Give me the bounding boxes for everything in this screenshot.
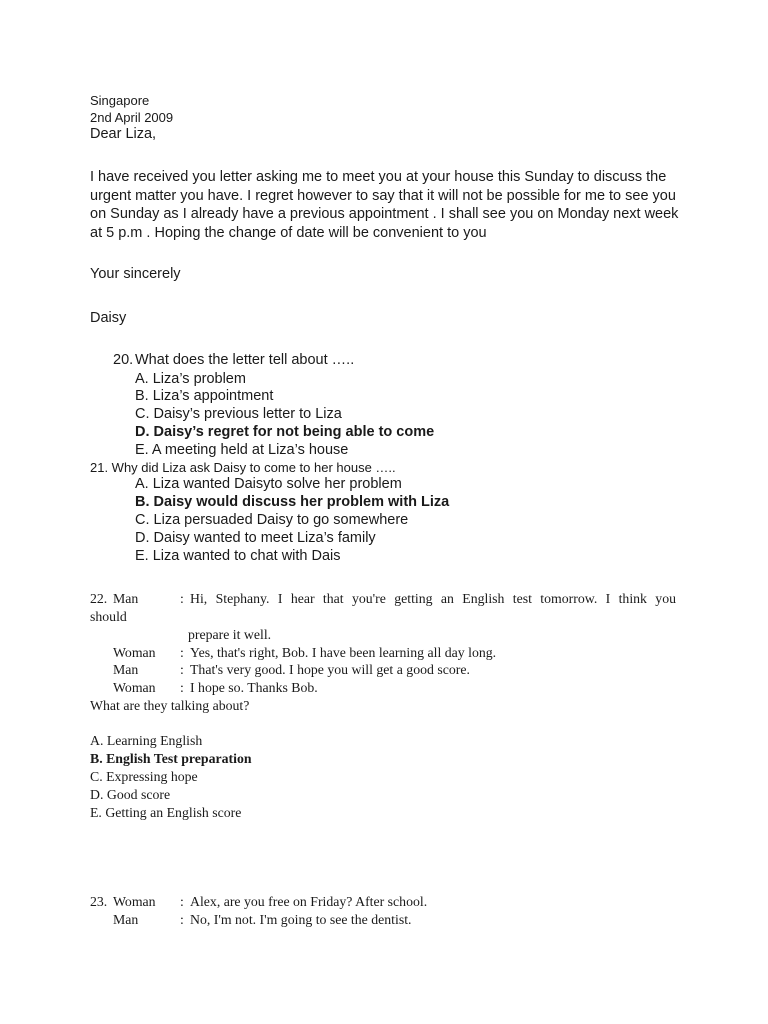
q20-option-c: C. Daisy’s previous letter to Liza xyxy=(135,406,342,422)
q22-option-c: C. Expressing hope xyxy=(90,769,198,784)
q22-line-2: prepare it well. xyxy=(188,627,272,642)
letter-closing: Your sincerely xyxy=(90,266,181,282)
q21-option-c: C. Liza persuaded Daisy to go somewhere xyxy=(135,512,409,528)
q21-question: 21. Why did Liza ask Daisy to come to her house ….. xyxy=(90,460,396,475)
q22-option-d: D. Good score xyxy=(90,787,171,802)
q20-option-d: D. Daisy’s regret for not being able to come xyxy=(135,424,435,440)
q22-colon-3: : xyxy=(180,645,184,660)
q22-line-5: I hope so. Thanks Bob. xyxy=(190,680,318,695)
q22-option-e: E. Getting an English score xyxy=(90,805,242,820)
letter-body: I have received you letter asking me to meet you at your house this Sunday to discuss the urgent matter you have. I regret however to say that it will not be possible for me to see you on Sunday as I already have a previous appointment . I shall see you on Monday next week at 5 p.m . Hoping the change of date will be convenient to you xyxy=(90,169,679,241)
q22-option-a: A. Learning English xyxy=(90,733,203,748)
q23-colon-2: : xyxy=(180,912,184,927)
q22-colon-1: : xyxy=(180,591,184,606)
q22-colon-4: : xyxy=(180,662,184,677)
q23-line-1: Alex, are you free on Friday? After school. xyxy=(190,894,428,909)
q20-option-a: A. Liza’s problem xyxy=(135,371,246,387)
letter-greeting: Dear Liza, xyxy=(90,126,157,142)
letter-date: 2nd April 2009 xyxy=(90,110,174,125)
q23-number: 23. xyxy=(90,894,108,909)
q23-line-2: No, I'm not. I'm going to see the dentist. xyxy=(190,912,412,927)
q22-line-1-wrap: should xyxy=(90,609,127,624)
q22-option-b: B. English Test preparation xyxy=(90,751,252,766)
q22-line-1a xyxy=(190,591,676,609)
q23-colon-1: : xyxy=(180,894,184,909)
q21-option-e: E. Liza wanted to chat with Dais xyxy=(135,548,341,564)
q22-speaker-5: Woman xyxy=(113,680,156,695)
q21-option-a: A. Liza wanted Daisyto solve her problem xyxy=(135,476,402,492)
q20-option-e: E. A meeting held at Liza’s house xyxy=(135,442,349,458)
letter-signature: Daisy xyxy=(90,310,127,326)
q22-speaker-3: Woman xyxy=(113,645,156,660)
q22-speaker-4: Man xyxy=(113,662,139,677)
q20-option-b: B. Liza’s appointment xyxy=(135,388,274,404)
q20-question: What does the letter tell about ….. xyxy=(135,352,355,368)
q22-question: What are they talking about? xyxy=(90,698,250,713)
q23-speaker-2: Man xyxy=(113,912,139,927)
q22-line-3: Yes, that's right, Bob. I have been learning all day long. xyxy=(190,645,497,660)
q21-option-d: D. Daisy wanted to meet Liza’s family xyxy=(135,530,376,546)
q20-number: 20. xyxy=(113,352,134,368)
letter-place: Singapore xyxy=(90,93,150,108)
q21-option-b: B. Daisy would discuss her problem with Liza xyxy=(135,494,450,510)
q22-number: 22. xyxy=(90,591,108,606)
q22-line-1-text: Hi, Stephany. I hear that you're getting an English test tomorrow. I think you xyxy=(190,591,676,606)
q22-speaker-1: Man xyxy=(113,591,139,606)
q23-speaker-1: Woman xyxy=(113,894,156,909)
q22-colon-5: : xyxy=(180,680,184,695)
q22-line-4: That's very good. I hope you will get a good score. xyxy=(190,662,470,677)
